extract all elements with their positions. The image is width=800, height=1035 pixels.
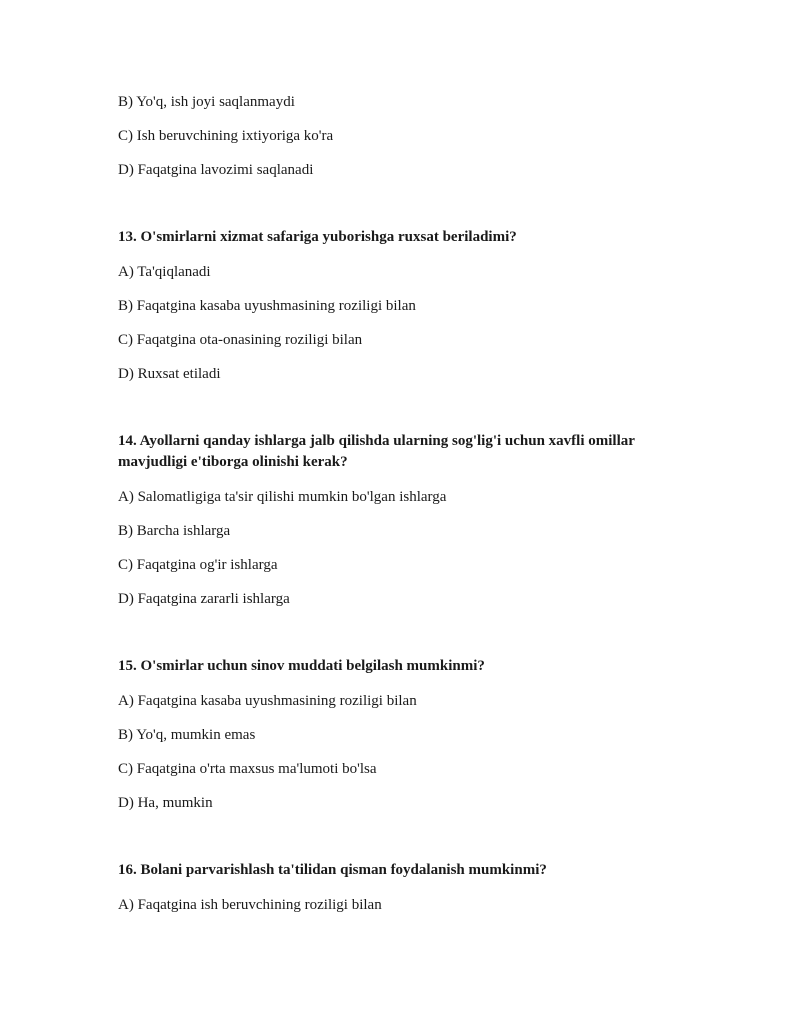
answer-option: C) Ish beruvchining ixtiyoriga ko'ra [118, 128, 334, 144]
question-block-13 [118, 227, 678, 384]
question-block-12 [118, 92, 678, 180]
answer-option: D) Faqatgina zararli ishlarga [118, 591, 290, 607]
block-spacer [118, 398, 678, 431]
block-spacer [118, 623, 678, 656]
answer-option: C) Faqatgina og'ir ishlarga [118, 557, 278, 573]
block-spacer [118, 827, 678, 860]
answer-option: B) Yo'q, ish joyi saqlanmaydi [118, 94, 295, 110]
question-text: 13. O'smirlarni xizmat safariga yuborishga ruxsat beriladimi? [118, 229, 517, 245]
answer-option: C) Faqatgina o'rta maxsus ma'lumoti bo'lsa [118, 761, 377, 777]
answer-option: B) Barcha ishlarga [118, 523, 231, 539]
answer-option: D) Ha, mumkin [118, 795, 213, 811]
question-text: 15. O'smirlar uchun sinov muddati belgilash mumkinmi? [118, 658, 485, 674]
document-page [118, 92, 678, 929]
answer-option: B) Yo'q, mumkin emas [118, 727, 256, 743]
answer-option: C) Faqatgina ota-onasining roziligi bilan [118, 332, 363, 348]
answer-option: D) Faqatgina lavozimi saqlanadi [118, 162, 314, 178]
question-text: 14. Ayollarni qanday ishlarga jalb qilishda ularning sog'lig'i uchun xavfli omillar mavjudligi e'tiborga olinishi kerak? [118, 433, 635, 470]
question-block-16 [118, 860, 678, 915]
answer-option: B) Faqatgina kasaba uyushmasining roziligi bilan [118, 298, 416, 314]
block-spacer [118, 194, 678, 227]
answer-option: A) Faqatgina ish beruvchining roziligi bilan [118, 897, 382, 913]
answer-option: A) Salomatligiga ta'sir qilishi mumkin bo'lgan ishlarga [118, 489, 447, 505]
answer-option: D) Ruxsat etiladi [118, 366, 221, 382]
question-block-14 [118, 431, 678, 609]
answer-option: A) Ta'qiqlanadi [118, 264, 211, 280]
question-block-15 [118, 656, 678, 813]
answer-option: A) Faqatgina kasaba uyushmasining roziligi bilan [118, 693, 417, 709]
question-text: 16. Bolani parvarishlash ta'tilidan qisman foydalanish mumkinmi? [118, 862, 547, 878]
